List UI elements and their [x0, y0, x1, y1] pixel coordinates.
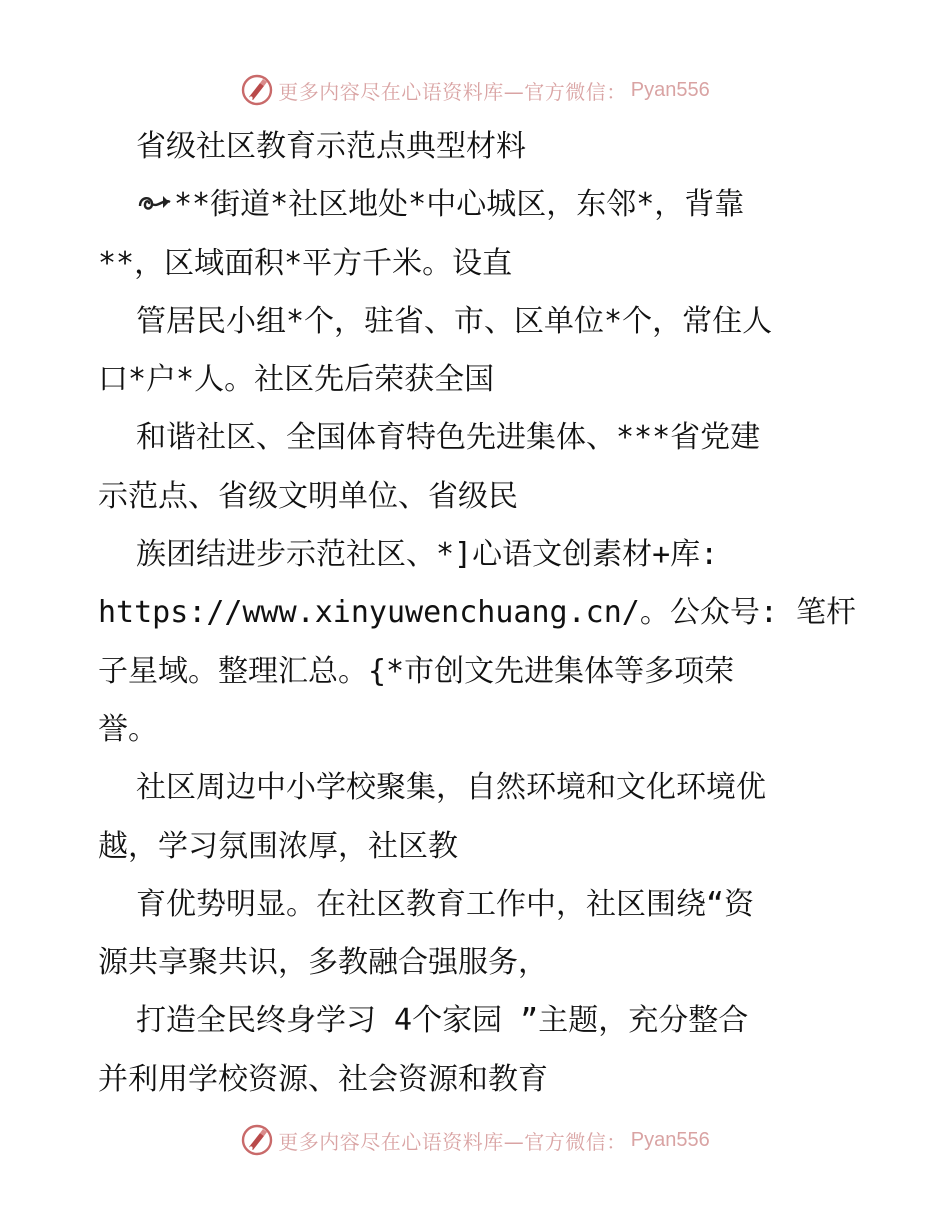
footer-banner-text: 更多内容尽在心语资料库—官方微信：: [278, 1129, 627, 1154]
header-wechat-id: Pyan556: [630, 78, 710, 101]
paragraph-line: 示范点、省级文明单位、省级民: [98, 478, 518, 514]
paragraph-line: 誉。: [98, 711, 158, 747]
paragraph-line: **，区域面积*平方千米。设直: [98, 245, 513, 281]
header-banner: [0, 70, 950, 110]
paragraph-line-url: https://www.xinyuwenchuang.cn/。公众号: 笔杆: [98, 595, 856, 631]
pen-circle-logo-icon: [240, 1123, 274, 1157]
paragraph-line: 越，学习氛围浓厚，社区教: [98, 828, 458, 864]
footer-banner: [0, 1120, 950, 1160]
paragraph-line: 育优势明显。在社区教育工作中，社区围绕“资: [136, 886, 755, 922]
footer-banner-content: [240, 1123, 709, 1157]
paragraph-line: 和谐社区、全国体育特色先进集体、***省党建: [136, 420, 761, 456]
paragraph-line: 源共享聚共识，多教融合强服务，: [98, 945, 548, 981]
paragraph-line: 口*户*人。社区先后荣获全国: [98, 362, 495, 398]
paragraph-line: 子星域。整理汇总。{*市创文先进集体等多项荣: [98, 653, 735, 689]
swirl-ornament-icon: [136, 190, 174, 216]
paragraph-line: [98, 176, 858, 234]
pen-circle-logo-icon: [240, 73, 274, 107]
paragraph-line: 并利用学校资源、社会资源和教育: [98, 1061, 548, 1097]
paragraph-line-text: **街道*社区地处*中心城区，东邻*，背靠: [174, 187, 745, 223]
header-banner-content: [240, 73, 709, 107]
paragraph-line: 社区周边中小学校聚集，自然环境和文化环境优: [136, 770, 766, 806]
paragraph-line: 管居民小组*个，驻省、市、区单位*个，常住人: [136, 303, 773, 339]
document-body: [98, 118, 858, 1109]
paragraph-line: 族团结进步示范社区、*]心语文创素材+库:: [136, 537, 719, 573]
header-banner-text: 更多内容尽在心语资料库—官方微信：: [278, 79, 627, 104]
document-title: 省级社区教育示范点典型材料: [136, 129, 526, 164]
paragraph-line: 打造全民终身学习 4个家园 ”主题，充分整合: [136, 1003, 749, 1039]
footer-wechat-id: Pyan556: [630, 1128, 710, 1151]
